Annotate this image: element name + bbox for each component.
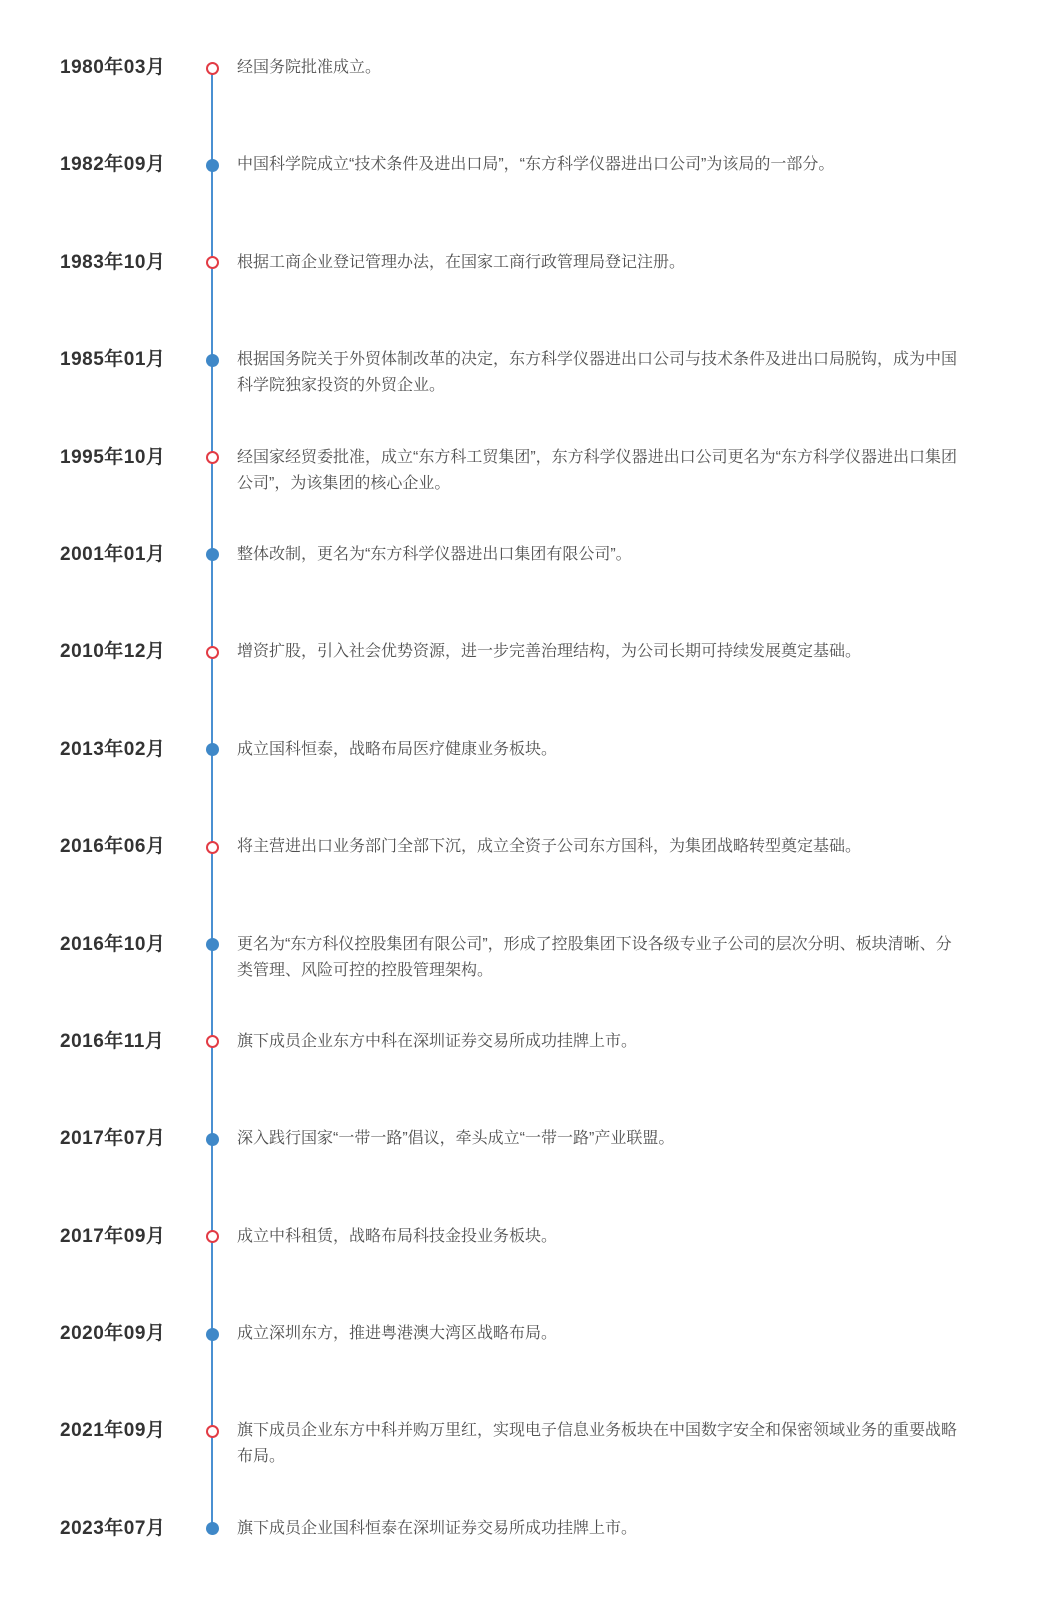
event-date: 2023年07月 — [60, 1517, 166, 1539]
event-description: 经国务院批准成立。 — [237, 59, 382, 76]
event-date: 2001年01月 — [60, 543, 166, 565]
event-date: 2013年02月 — [60, 738, 166, 760]
timeline-event — [0, 55, 1064, 152]
event-date: 2016年06月 — [60, 836, 166, 858]
timeline-event — [0, 932, 1064, 1029]
event-date: 1995年10月 — [60, 446, 166, 468]
event-date: 1983年10月 — [60, 251, 166, 273]
event-date: 1980年03月 — [60, 57, 166, 78]
timeline-marker-icon — [206, 256, 219, 269]
timeline-marker-icon — [206, 743, 219, 756]
timeline-event — [0, 250, 1064, 347]
timeline-marker-icon — [206, 451, 219, 464]
event-date: 1982年09月 — [60, 154, 166, 176]
timeline-event — [0, 834, 1064, 931]
event-description: 成立中科租赁，战略布局科技金投业务板块。 — [237, 1227, 558, 1245]
event-description: 成立国科恒泰，战略布局医疗健康业务板块。 — [237, 740, 558, 758]
timeline-marker-icon — [206, 1328, 219, 1341]
event-description: 整体改制，更名为“东方科学仪器进出口集团有限公司”。 — [237, 545, 632, 563]
event-date: 2010年12月 — [60, 641, 166, 663]
timeline-marker-icon — [206, 354, 219, 367]
timeline-event — [0, 639, 1064, 736]
timeline-event — [0, 1321, 1064, 1418]
timeline-marker-icon — [206, 1425, 219, 1438]
event-date: 2017年09月 — [60, 1225, 166, 1247]
timeline-event — [0, 1418, 1064, 1515]
timeline-event — [0, 1224, 1064, 1321]
event-date: 2016年11月 — [60, 1030, 165, 1052]
timeline-marker-icon — [206, 1230, 219, 1243]
event-description: 旗下成员企业东方中科并购万里红，实现电子信息业务板块在中国数字安全和保密领域业务的重要战略布局。 — [237, 1422, 958, 1466]
timeline-marker-icon — [206, 1522, 219, 1535]
event-description: 深入践行国家“一带一路”倡议，牵头成立“一带一路”产业联盟。 — [237, 1130, 675, 1148]
timeline-marker-icon — [206, 1133, 219, 1146]
timeline-marker-icon — [206, 62, 219, 75]
timeline-event — [0, 1516, 1064, 1613]
event-description: 经国家经贸委批准，成立“东方科工贸集团”，东方科学仪器进出口公司更名为“东方科学仪器进出口集团公司”，为该集团的核心企业。 — [237, 448, 957, 492]
timeline-marker-icon — [206, 548, 219, 561]
event-description: 旗下成员企业东方中科在深圳证券交易所成功挂牌上市。 — [237, 1032, 638, 1050]
timeline-event — [0, 347, 1064, 444]
timeline-marker-icon — [206, 1035, 219, 1048]
event-date: 2017年07月 — [60, 1128, 166, 1150]
event-date: 2020年09月 — [60, 1323, 166, 1345]
event-description: 中国科学院成立“技术条件及进出口局”，“东方科学仪器进出口公司”为该局的一部分。 — [237, 156, 835, 174]
event-description: 成立深圳东方，推进粤港澳大湾区战略布局。 — [237, 1325, 558, 1343]
event-description: 根据国务院关于外贸体制改革的决定，东方科学仪器进出口公司与技术条件及进出口局脱钩，成为中国科学院独家投资的外贸企业。 — [237, 351, 958, 395]
event-description: 旗下成员企业国科恒泰在深圳证券交易所成功挂牌上市。 — [237, 1519, 638, 1537]
timeline-event — [0, 737, 1064, 834]
event-date: 2021年09月 — [60, 1420, 166, 1442]
timeline-marker-icon — [206, 841, 219, 854]
event-date: 1985年01月 — [60, 349, 166, 371]
timeline-event — [0, 152, 1064, 249]
timeline-event — [0, 542, 1064, 639]
event-description: 增资扩股，引入社会优势资源，进一步完善治理结构，为公司长期可持续发展奠定基础。 — [237, 643, 862, 661]
timeline-marker-icon — [206, 938, 219, 951]
timeline-marker-icon — [206, 159, 219, 172]
timeline-event — [0, 1029, 1064, 1126]
timeline-connector-line — [211, 68, 213, 1529]
event-description: 根据工商企业登记管理办法，在国家工商行政管理局登记注册。 — [237, 253, 686, 271]
timeline-event — [0, 1126, 1064, 1223]
event-description: 将主营进出口业务部门全部下沉，成立全资子公司东方国科，为集团战略转型奠定基础。 — [237, 838, 862, 856]
event-date: 2016年10月 — [60, 933, 166, 955]
timeline-event — [0, 445, 1064, 542]
event-description: 更名为“东方科仪控股集团有限公司”，形成了控股集团下设各级专业子公司的层次分明、板块清晰、分类管理、风险可控的控股管理架构。 — [237, 935, 952, 979]
timeline-marker-icon — [206, 646, 219, 659]
